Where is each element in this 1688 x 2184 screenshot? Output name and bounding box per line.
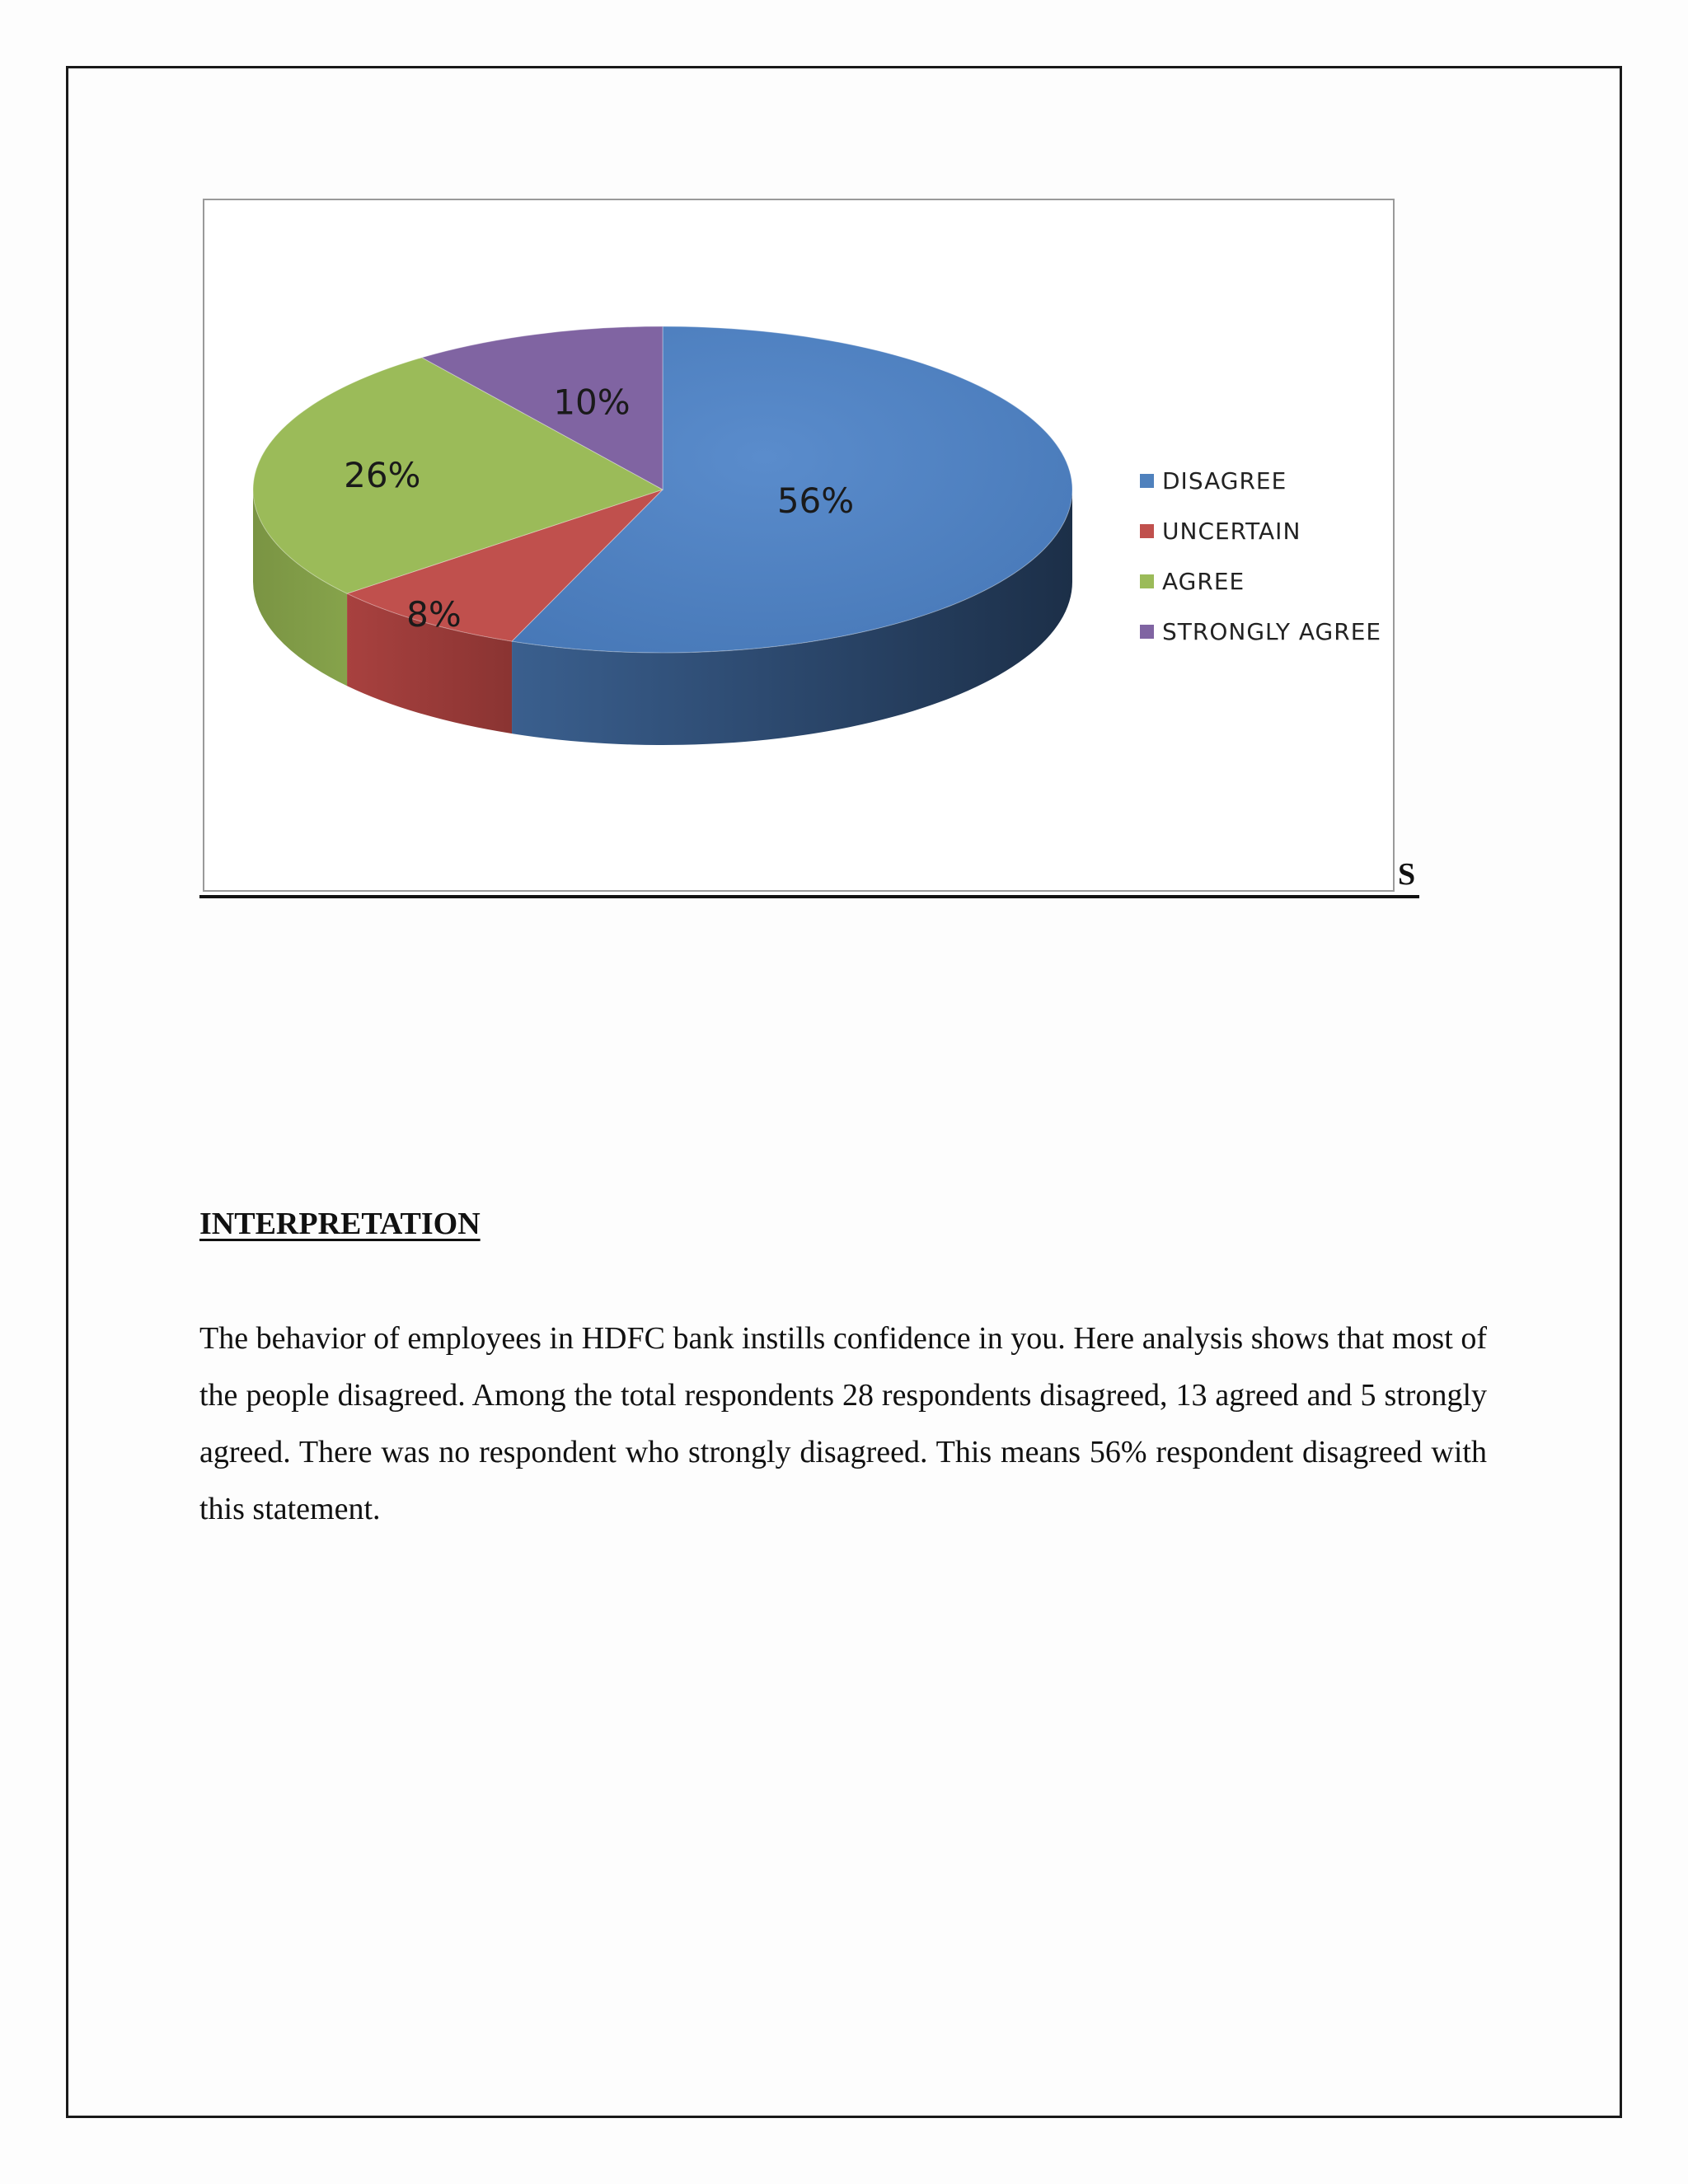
legend-swatch-uncertain: [1140, 524, 1154, 538]
data-label-agree: 26%: [344, 454, 421, 495]
interpretation-heading: INTERPRETATION: [199, 1207, 481, 1241]
stray-character: S: [1398, 857, 1416, 892]
chart-underline: [199, 895, 1419, 898]
legend-swatch-strongly-agree: [1140, 625, 1154, 639]
interpretation-paragraph: The behavior of employees in HDFC bank instills confidence in you. Here analysis shows that most of the people disagreed. Among the total respondents 28 respondents disagreed, 13 agreed and 5 strongly agreed. There was no respondent who strongly disagreed. This means 56% respondent disagreed with this statement.: [199, 1321, 1487, 1526]
data-label-disagree: 56%: [776, 480, 855, 522]
data-label-uncertain: 8%: [406, 594, 462, 635]
chart-legend: [1140, 456, 1387, 657]
chart-area: [203, 199, 1395, 892]
legend-label-strongly-agree: STRONGLY AGREE: [1162, 618, 1382, 645]
legend-item-strongly-agree: [1140, 607, 1387, 657]
data-label-strongly-agree: 10%: [553, 382, 631, 423]
legend-item-agree: [1140, 556, 1387, 607]
legend-label-agree: AGREE: [1162, 568, 1245, 595]
legend-swatch-agree: [1140, 574, 1154, 588]
legend-item-uncertain: [1140, 506, 1387, 556]
legend-item-disagree: [1140, 456, 1387, 506]
legend-label-uncertain: UNCERTAIN: [1162, 518, 1301, 545]
legend-swatch-disagree: [1140, 474, 1154, 488]
legend-label-disagree: DISAGREE: [1162, 467, 1287, 494]
